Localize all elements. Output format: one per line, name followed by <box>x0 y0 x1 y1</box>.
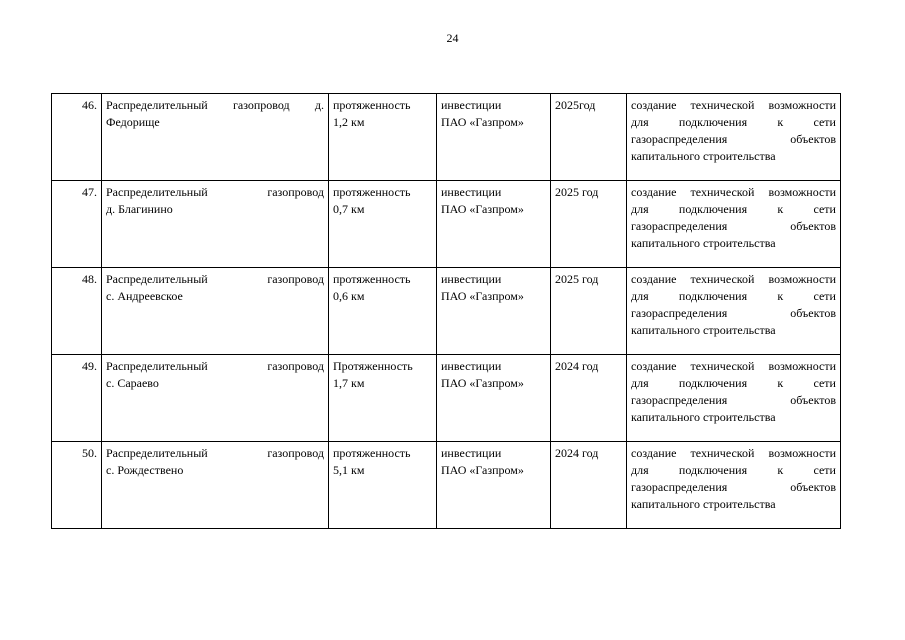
purpose-line: капитального строительства <box>631 323 776 337</box>
table-row <box>52 268 841 355</box>
word: сети <box>813 376 836 390</box>
word: для <box>631 289 649 303</box>
word: возможности <box>768 98 836 112</box>
word: газопровод <box>267 359 324 373</box>
object-name-cell <box>102 268 329 355</box>
parameter-label: Протяженность <box>333 359 413 373</box>
word: подключения <box>678 115 748 129</box>
row-number: 46. <box>52 94 102 181</box>
word: технической <box>690 272 755 286</box>
word: Распределительный <box>106 359 208 373</box>
word: подключения <box>678 289 748 303</box>
word: объектов <box>790 132 836 146</box>
funding-company: ПАО «Газпром» <box>441 202 524 216</box>
parameters-cell <box>329 268 437 355</box>
word: технической <box>690 359 755 373</box>
word: создание <box>631 272 677 286</box>
parameters-cell <box>329 355 437 442</box>
purpose-line: капитального строительства <box>631 497 776 511</box>
word: подключения <box>678 463 748 477</box>
parameter-label: протяженность <box>333 185 411 199</box>
table-row <box>52 442 841 529</box>
word: сети <box>813 289 836 303</box>
word: сети <box>813 202 836 216</box>
funding-type: инвестиции <box>441 185 502 199</box>
word: газопровод <box>267 446 324 460</box>
word: объектов <box>790 393 836 407</box>
word: газораспределения <box>631 393 728 407</box>
object-name-line <box>106 358 324 375</box>
funding-source-cell <box>437 181 551 268</box>
year-cell: 2025 год <box>551 181 627 268</box>
parameter-value: 1,7 км <box>333 376 365 390</box>
word: для <box>631 376 649 390</box>
word: к <box>777 463 784 477</box>
purpose-line <box>631 288 836 305</box>
word: для <box>631 463 649 477</box>
funding-source-cell <box>437 268 551 355</box>
object-name-location: с. Сараево <box>106 376 159 390</box>
word: объектов <box>790 306 836 320</box>
purpose-line <box>631 392 836 409</box>
object-name-line <box>106 445 324 462</box>
purpose-cell <box>627 94 841 181</box>
word: создание <box>631 359 677 373</box>
object-name-cell <box>102 94 329 181</box>
purpose-line <box>631 201 836 218</box>
word: возможности <box>768 185 836 199</box>
word: Распределительный <box>106 185 208 199</box>
parameter-value: 0,6 км <box>333 289 365 303</box>
word: подключения <box>678 376 748 390</box>
word: к <box>777 376 784 390</box>
object-name-location: Федорище <box>106 115 160 129</box>
purpose-line: капитального строительства <box>631 236 776 250</box>
purpose-line <box>631 218 836 235</box>
funding-source-cell <box>437 94 551 181</box>
purpose-line <box>631 97 836 114</box>
funding-company: ПАО «Газпром» <box>441 376 524 390</box>
word: объектов <box>790 219 836 233</box>
word: Распределительный <box>106 446 208 460</box>
word: создание <box>631 185 677 199</box>
word: возможности <box>768 446 836 460</box>
table-body <box>52 94 841 529</box>
object-name-location: с. Андреевское <box>106 289 183 303</box>
word: технической <box>690 185 755 199</box>
funding-type: инвестиции <box>441 446 502 460</box>
purpose-line <box>631 271 836 288</box>
word: газопровод <box>267 272 324 286</box>
word: д. <box>314 98 324 112</box>
parameter-label: протяженность <box>333 272 411 286</box>
word: технической <box>690 446 755 460</box>
object-name-cell <box>102 355 329 442</box>
parameter-value: 5,1 км <box>333 463 365 477</box>
funding-company: ПАО «Газпром» <box>441 289 524 303</box>
word: газораспределения <box>631 132 728 146</box>
object-name-line <box>106 97 324 114</box>
gas-pipeline-table <box>51 93 841 529</box>
word: создание <box>631 446 677 460</box>
parameters-cell <box>329 94 437 181</box>
year-cell: 2024 год <box>551 355 627 442</box>
year-cell: 2024 год <box>551 442 627 529</box>
funding-source-cell <box>437 442 551 529</box>
purpose-line <box>631 462 836 479</box>
object-name-location: д. Благинино <box>106 202 173 216</box>
word: создание <box>631 98 677 112</box>
purpose-cell <box>627 442 841 529</box>
purpose-line <box>631 445 836 462</box>
parameter-label: протяженность <box>333 98 411 112</box>
word: Распределительный <box>106 98 208 112</box>
purpose-cell <box>627 355 841 442</box>
funding-type: инвестиции <box>441 359 502 373</box>
word: к <box>777 115 784 129</box>
purpose-line <box>631 479 836 496</box>
word: газораспределения <box>631 480 728 494</box>
table-row <box>52 355 841 442</box>
funding-type: инвестиции <box>441 272 502 286</box>
parameter-label: протяженность <box>333 446 411 460</box>
row-number: 48. <box>52 268 102 355</box>
word: для <box>631 202 649 216</box>
purpose-line <box>631 375 836 392</box>
parameters-cell <box>329 442 437 529</box>
purpose-line <box>631 305 836 322</box>
word: Распределительный <box>106 272 208 286</box>
parameter-value: 0,7 км <box>333 202 365 216</box>
purpose-line <box>631 131 836 148</box>
word: возможности <box>768 359 836 373</box>
word: газораспределения <box>631 306 728 320</box>
object-name-cell <box>102 181 329 268</box>
row-number: 49. <box>52 355 102 442</box>
table-row <box>52 181 841 268</box>
funding-type: инвестиции <box>441 98 502 112</box>
funding-source-cell <box>437 355 551 442</box>
word: к <box>777 202 784 216</box>
row-number: 47. <box>52 181 102 268</box>
word: газопровод <box>267 185 324 199</box>
word: сети <box>813 115 836 129</box>
purpose-line <box>631 358 836 375</box>
word: к <box>777 289 784 303</box>
parameter-value: 1,2 км <box>333 115 365 129</box>
purpose-line <box>631 114 836 131</box>
object-name-line <box>106 184 324 201</box>
word: газопровод <box>232 98 290 112</box>
purpose-line: капитального строительства <box>631 410 776 424</box>
object-name-line <box>106 271 324 288</box>
word: подключения <box>678 202 748 216</box>
table-row <box>52 94 841 181</box>
purpose-cell <box>627 181 841 268</box>
word: возможности <box>768 272 836 286</box>
word: для <box>631 115 649 129</box>
purpose-cell <box>627 268 841 355</box>
word: газораспределения <box>631 219 728 233</box>
funding-company: ПАО «Газпром» <box>441 115 524 129</box>
funding-company: ПАО «Газпром» <box>441 463 524 477</box>
word: технической <box>690 98 755 112</box>
page-number: 24 <box>446 31 459 45</box>
object-name-location: с. Рождествено <box>106 463 184 477</box>
purpose-line <box>631 184 836 201</box>
year-cell: 2025 год <box>551 268 627 355</box>
word: сети <box>813 463 836 477</box>
object-name-cell <box>102 442 329 529</box>
year-cell: 2025год <box>551 94 627 181</box>
parameters-cell <box>329 181 437 268</box>
row-number: 50. <box>52 442 102 529</box>
word: объектов <box>790 480 836 494</box>
purpose-line: капитального строительства <box>631 149 776 163</box>
